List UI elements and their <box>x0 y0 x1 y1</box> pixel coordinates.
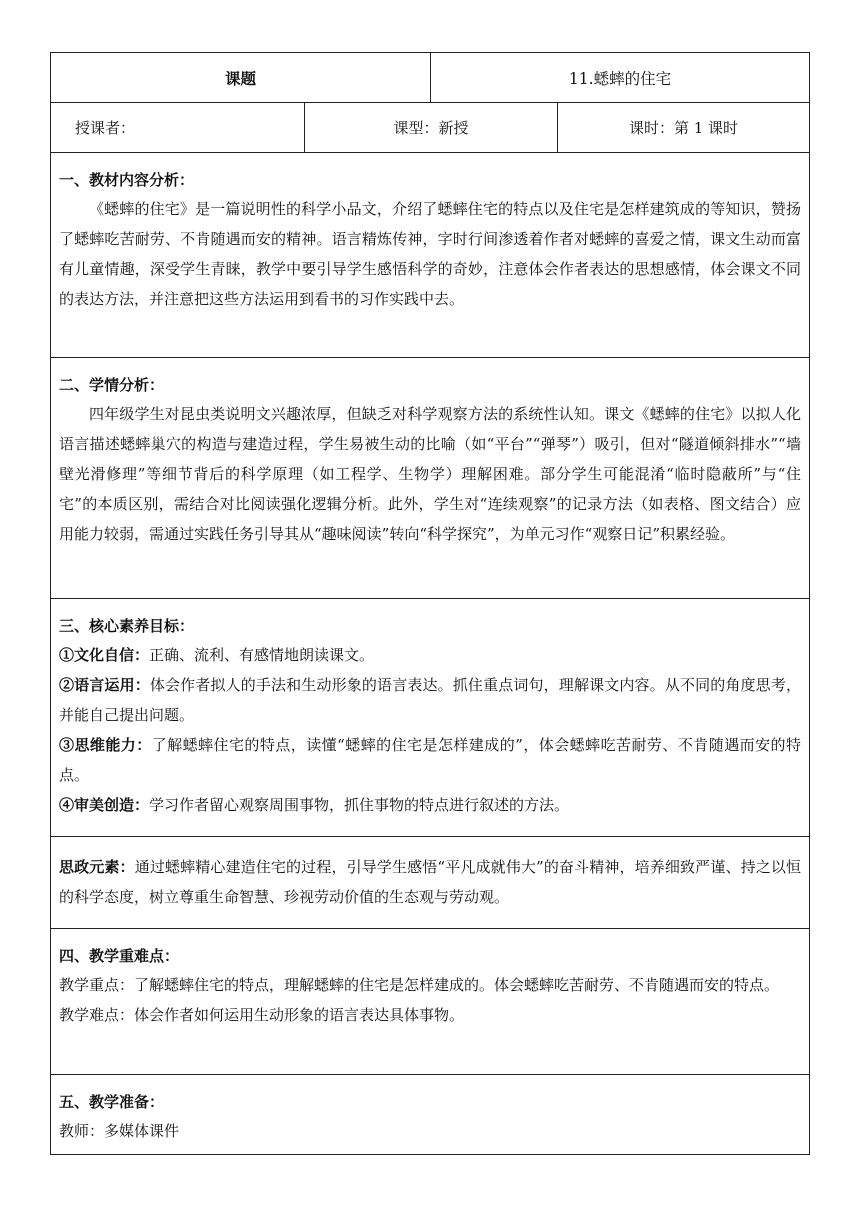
section-heading: 五、教学准备： <box>59 1093 165 1111</box>
key-points-section <box>51 929 787 1074</box>
student-analysis-section <box>51 358 809 598</box>
goal-text: 了解蟋蟀住宅的特点，读懂“蟋蟀的住宅是怎样建成的”，体会蟋蟀吃苦耐劳、不肯随遇而安的特点。 <box>59 736 801 784</box>
teacher-prep-text: 教师：多媒体课件 <box>59 1122 180 1140</box>
section-heading: 三、核心素养目标： <box>59 617 195 635</box>
core-goals-section <box>51 599 809 836</box>
lesson-plan-table <box>50 52 810 1155</box>
goal-label: ④审美创造： <box>59 796 150 814</box>
lesson-type-field: 课型：新授 <box>304 103 557 152</box>
ideology-paragraph <box>59 852 801 912</box>
goal-label: ③思维能力： <box>59 736 152 754</box>
preparation-row <box>51 1075 809 1154</box>
section-text: 《蟋蟀的住宅》是一篇说明性的科学小品文，介绍了蟋蟀住宅的特点以及住宅是怎样建筑成的等知识，赞扬了蟋蟀吃苦耐劳、不肯随遇而安的精神。语言精炼传神，字时行间渗透着作者对蟋蟀的喜爱之情，课文生动而富有儿童情趣，深受学生青睐，教学中要引导学生感悟科学的奇妙，注意体会作者表达的思想感情，体会课文不同的表达方法，并注意把这些方法运用到看书的习作实践中去。 <box>59 200 801 308</box>
goal-label: ①文化自信： <box>59 646 150 664</box>
info-row <box>51 103 809 153</box>
goal-item <box>59 730 801 790</box>
header-row <box>51 53 809 103</box>
ideology-label: 思政元素： <box>59 858 135 876</box>
ideology-text: 通过蟋蟀精心建造住宅的过程，引导学生感悟“平凡成就伟大”的奋斗精神，培养细致严谨、持之以恒的科学态度，树立尊重生命智慧、珍视劳动价值的生态观与劳动观。 <box>59 858 801 906</box>
key-point-text: 教学重点：了解蟋蟀住宅的特点，理解蟋蟀的住宅是怎样建成的。体会蟋蟀吃苦耐劳、不肯随遇而安的特点。 <box>59 976 780 994</box>
teacher-field: 授课者： <box>75 119 136 137</box>
topic-label: 课题 <box>224 68 256 88</box>
textbook-analysis-row <box>51 153 809 358</box>
key-points-row <box>51 929 809 1075</box>
goal-item <box>59 640 801 670</box>
core-goals-row <box>51 599 809 837</box>
difficulty-text: 教学难点：体会作者如何运用生动形象的语言表达具体事物。 <box>59 1006 465 1024</box>
goal-text: 正确、流利、有感情地朗读课文。 <box>149 646 375 664</box>
section-heading: 二、学情分析： <box>59 376 165 394</box>
section-heading: 一、教材内容分析： <box>59 171 195 189</box>
student-analysis-row <box>51 358 809 599</box>
lesson-time-field: 课时：第 1 课时 <box>557 103 809 152</box>
goal-item <box>59 790 801 820</box>
goal-label: ②语言运用： <box>59 676 150 694</box>
lesson-title: 11.蟋蟀的住宅 <box>430 53 809 102</box>
section-heading: 四、教学重难点： <box>59 947 180 965</box>
ideology-row <box>51 837 809 929</box>
section-text: 四年级学生对昆虫类说明文兴趣浓厚，但缺乏对科学观察方法的系统性认知。课文《蟋蟀的住宅》以拟人化语言描述蟋蟀巢穴的构造与建造过程，学生易被生动的比喻（如“平台”“弹琴”）吸引，但对“隧道倾斜排水”“墙壁光滑修理”等细节背后的科学原理（如工程学、生物学）理解困难。部分学生可能混淆“临时隐蔽所”与“住宅”的本质区别，需结合对比阅读强化逻辑分析。此外，学生对“连续观察”的记录方法（如表格、图文结合）应用能力较弱，需通过实践任务引导其从“趣味阅读”转向“科学探究”，为单元习作“观察日记”积累经验。 <box>59 405 801 543</box>
preparation-section <box>51 1075 187 1154</box>
textbook-analysis-section <box>51 153 809 357</box>
goal-text: 体会作者拟人的手法和生动形象的语言表达。抓住重点词句，理解课文内容。从不同的角度思考，并能自己提出问题。 <box>59 676 801 724</box>
goal-item <box>59 670 801 730</box>
ideology-section <box>51 837 809 928</box>
goal-text: 学习作者留心观察周围事物，抓住事物的特点进行叙述的方法。 <box>149 796 570 814</box>
